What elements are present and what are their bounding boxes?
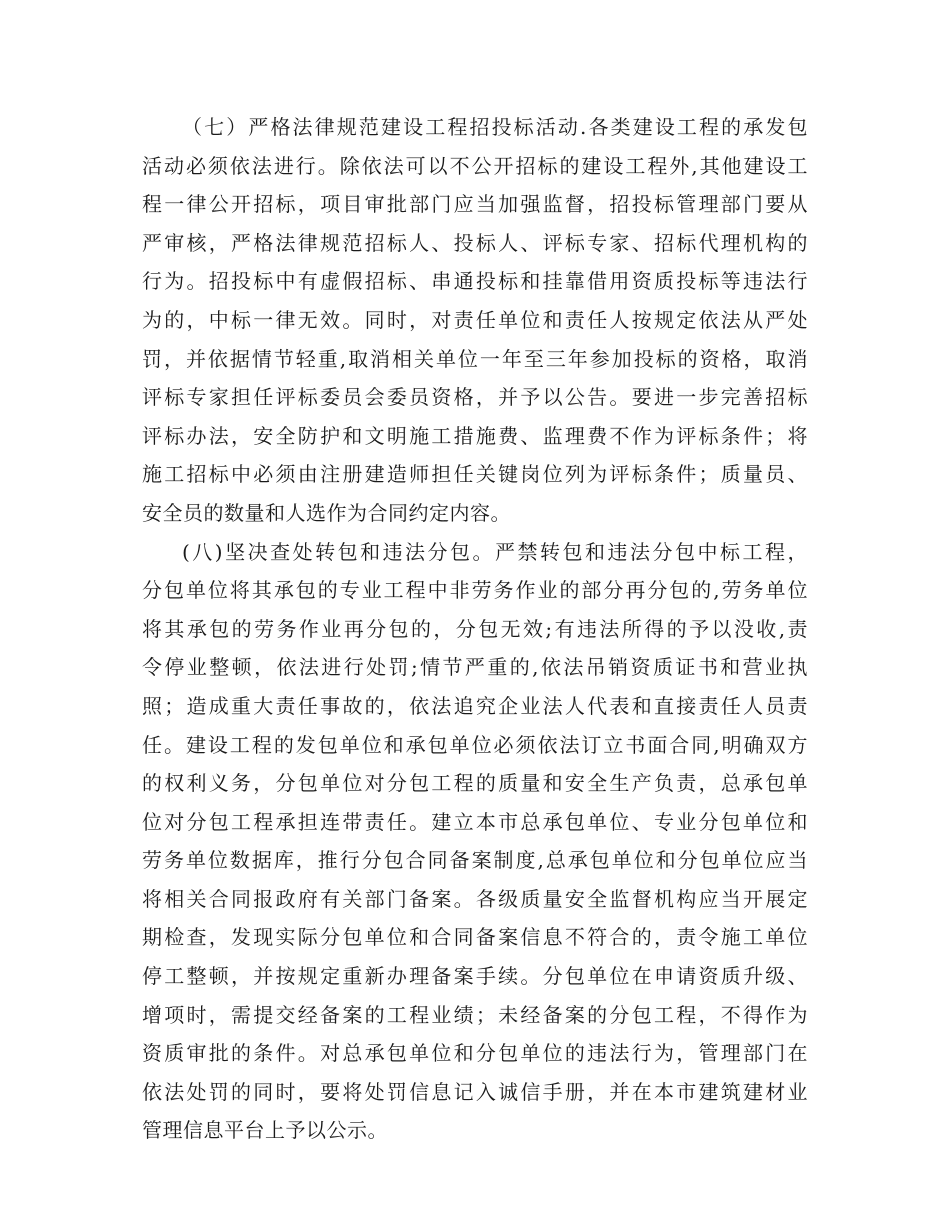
paragraph-7-line-3: 程一律公开招标，项目审批部门应当加强监督，招投标管理部门要从	[142, 192, 808, 217]
paragraph-8-line-5: 照；造成重大责任事故的，依法追究企业法人代表和直接责任人员责	[142, 693, 808, 718]
paragraph-8-line-14: 资质审批的条件。对总承包单位和分包单位的违法行为，管理部门在	[142, 1041, 808, 1066]
paragraph-7-line-2: 活动必须依法进行。除依法可以不公开招标的建设工程外,其他建设工	[142, 153, 808, 178]
paragraph-8-line-7: 的权利义务，分包单位对分包工程的质量和安全生产负责，总承包单	[142, 771, 808, 796]
paragraph-8-line-10: 将相关合同报政府有关部门备案。各级质量安全监督机构应当开展定	[142, 886, 808, 911]
paragraph-8-line-11: 期检查，发现实际分包单位和合同备案信息不符合的，责令施工单位	[142, 925, 808, 950]
paragraph-7-line-8: 评标专家担任评标委员会委员资格，并予以公告。要进一步完善招标	[142, 385, 808, 410]
paragraph-7-line-4: 严审核，严格法律规范招标人、投标人、评标专家、招标代理机构的	[142, 230, 808, 255]
paragraph-8-line-9: 劳务单位数据库，推行分包合同备案制度,总承包单位和分包单位应当	[142, 848, 808, 873]
paragraph-7-line-5: 行为。招投标中有虚假招标、串通投标和挂靠借用资质投标等违法行	[142, 269, 808, 294]
paragraph-8-line-4: 令停业整顿，依法进行处罚;情节严重的,依法吊销资质证书和营业执	[142, 655, 808, 680]
paragraph-7-line-6: 为的，中标一律无效。同时，对责任单位和责任人按规定依法从严处	[142, 307, 808, 332]
document-body	[142, 108, 808, 1150]
paragraph-8-line-2: 分包单位将其承包的专业工程中非劳务作业的部分再分包的,劳务单位	[142, 578, 808, 603]
paragraph-7-line-7: 罚，并依据情节轻重,取消相关单位一年至三年参加投标的资格，取消	[142, 346, 808, 371]
paragraph-8-line-15: 依法处罚的同时，要将处罚信息记入诚信手册，并在本市建筑建材业	[142, 1079, 808, 1104]
paragraph-8-line-1: (八)坚决查处转包和违法分包。严禁转包和违法分包中标工程，	[182, 539, 808, 564]
paragraph-8-line-12: 停工整顿，并按规定重新办理备案手续。分包单位在申请资质升级、	[142, 964, 808, 989]
paragraph-7-line-9: 评标办法，安全防护和文明施工措施费、监理费不作为评标条件；将	[142, 423, 808, 448]
paragraph-8-line-6: 任。建设工程的发包单位和承包单位必须依法订立书面合同,明确双方	[142, 732, 808, 757]
paragraph-7-line-10: 施工招标中必须由注册建造师担任关键岗位列为评标条件；质量员、	[142, 462, 808, 487]
paragraph-8-line-8: 位对分包工程承担连带责任。建立本市总承包单位、专业分包单位和	[142, 809, 808, 834]
paragraph-7-line-11: 安全员的数量和人选作为合同约定内容。	[142, 500, 511, 525]
paragraph-7-line-1: （七）严格法律规范建设工程招投标活动.各类建设工程的承发包	[182, 115, 808, 139]
paragraph-8-line-3: 将其承包的劳务作业再分包的，分包无效;有违法所得的予以没收,责	[142, 616, 808, 641]
paragraph-8-line-13: 增项时，需提交经备案的工程业绩；未经备案的分包工程，不得作为	[142, 1002, 808, 1027]
paragraph-8-line-16: 管理信息平台上予以公示。	[142, 1118, 388, 1143]
